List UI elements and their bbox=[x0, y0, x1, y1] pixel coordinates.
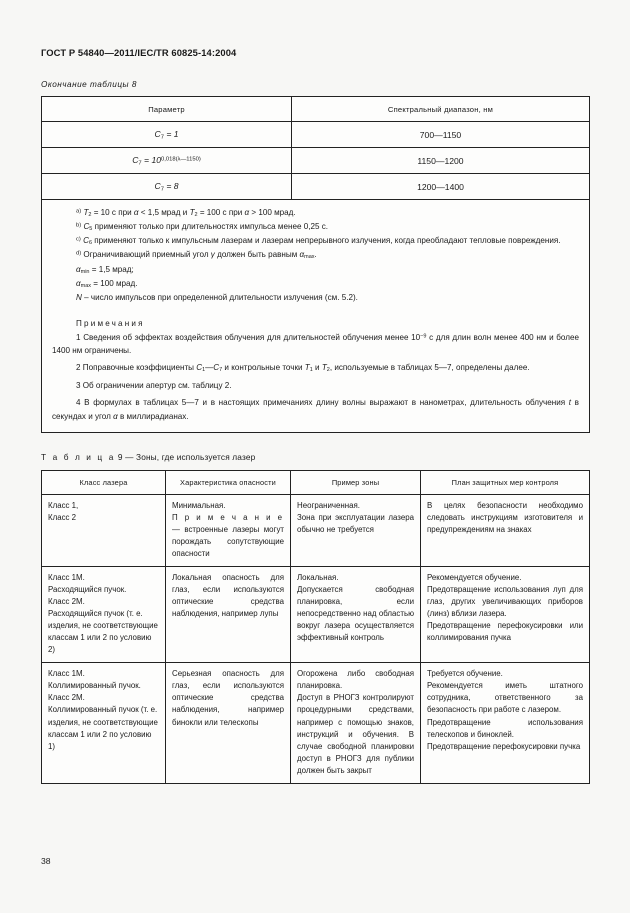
standard-header: ГОСТ Р 54840—2011/IEC/TR 60825-14:2004 bbox=[41, 47, 237, 58]
table8-cell-parameter: $C_7 = 8$ bbox=[42, 174, 292, 200]
table8-footnote-c: $^{c)}$ $C_6$ применяют только к импульсным лазерам и лазерам непрерывного излучения, когда преобладают тепловые повреждения. bbox=[76, 236, 561, 247]
table8-note-4: 4 В формулах в таблицах 5—7 и в настоящих примечаниях длину волны выражают в нанометрах, длительность облучения t в секундах и угол α в миллирадианах. bbox=[52, 398, 579, 421]
table9-header-hazard: Характеристика опасности bbox=[166, 471, 291, 495]
table-row bbox=[42, 97, 590, 122]
table8-header-spectral-range: Спектральный диапазон, нм bbox=[292, 97, 590, 122]
table-row bbox=[42, 471, 590, 495]
table9-cell-control-plan: В целях безопасности необходимо следовать инструкциям изготовителя и предупреждениям на знаках bbox=[421, 495, 590, 567]
table9-header-control-plan: План защитных мер контроля bbox=[421, 471, 590, 495]
table-row bbox=[42, 567, 590, 663]
table9-cell-laser-class: Класс 1, Класс 2 bbox=[42, 495, 166, 567]
table8-footnote-b: $^{b)}$ $C_5$ применяют только при длительностях импульса менее 0,25 с. bbox=[76, 222, 329, 233]
table8-notes-title: Примечания bbox=[76, 318, 145, 328]
table9-cell-zone-example: Локальная. Допускается свободная планировка, если непосредственно над областью вокруг лазера осуществляется эффективный контроль bbox=[291, 567, 421, 663]
table9-caption-number: 9 bbox=[117, 452, 123, 462]
table-9 bbox=[41, 470, 590, 784]
table-8-continued bbox=[41, 96, 590, 433]
table9-cell-laser-class: Класс 1М. Расходящийся пучок. Класс 2М. Расходящийся пучок (т. е. изделия, не соответствующие классам 1 или 2 по условию 2) bbox=[42, 567, 166, 663]
table8-header-parameter: Параметр bbox=[42, 97, 292, 122]
table9-cell-control-plan: Рекомендуется обучение. Предотвращение использования луп для глаз, других увеличивающих приборов (линз) вблизи лазера. Предотвращение перефокусировки или коллимирования пучка bbox=[421, 567, 590, 663]
table-row bbox=[42, 174, 590, 200]
table9-caption-text: — Зоны, где используется лазер bbox=[125, 452, 256, 462]
table8-note-1: 1 Сведения об эффектах воздействия облучения для длительностей облучения менее $10^{-9}$ с для длин волн менее 400 нм и более 1400 нм ограничены. bbox=[52, 332, 579, 356]
table8-cell-range: 700—1150 bbox=[292, 122, 590, 148]
table8-note-3: 3 Об ограничении апертур см. таблицу 2. bbox=[76, 381, 232, 391]
table8-footnote-a: $^{a)}$ $T_2 = 10$ с при α < 1,5 мрад и $T_2 = 100$ с при α > 100 мрад. bbox=[76, 208, 296, 219]
table8-continued-label: Окончание таблицы 8 bbox=[41, 80, 137, 89]
table8-n-definition: N – число импульсов при определенной длительности излучения (см. 5.2). bbox=[76, 292, 358, 302]
table9-header-zone-example: Пример зоны bbox=[291, 471, 421, 495]
table9-cell-laser-class: Класс 1М. Коллимированный пучок. Класс 2М. Коллимированный пучок (т. е. изделия, не соответствующие классам 1 или 2 по условию 1) bbox=[42, 663, 166, 783]
table-row bbox=[42, 663, 590, 783]
table8-alpha-min: $\alpha_{min} = 1,5$ мрад; bbox=[76, 264, 134, 275]
table8-alpha-max: $\alpha_{max} = 100$ мрад. bbox=[76, 278, 138, 289]
table9-cell-hazard: Серьезная опасность для глаз, если используются оптические средства наблюдения, например бинокли или телескопы bbox=[166, 663, 291, 783]
table8-note-2: 2 Поправочные коэффициенты $C_1—C_7$ и контрольные точки $T_1$ и $T_2$, используемые в таблицах 5—7, определены далее. bbox=[76, 363, 530, 374]
table8-cell-range: 1200—1400 bbox=[292, 174, 590, 200]
table9-cell-zone-example: Неограниченная. Зона при эксплуатации лазера обычно не требуется bbox=[291, 495, 421, 567]
table9-cell-control-plan: Требуется обучение. Рекомендуется иметь штатного сотрудника, ответственного за безопасность при работе с лазером. Предотвращение использования телескопов и биноклей. Предотвращение перефокусировки пучка bbox=[421, 663, 590, 783]
table-row bbox=[42, 200, 590, 433]
table9-cell-zone-example: Огорожена либо свободная планировка. Доступ в РНОГЗ контролируют процедурными средствами, например с помощью знаков, инструкций и обучения. В случае свободной планировки доступ в РНОГЗ для публики должен быть закрыт bbox=[291, 663, 421, 783]
table8-footnote-d: $^{d)}$ Ограничивающий приемный угол γ должен быть равным $\alpha_{max}$. bbox=[76, 250, 317, 261]
table9-cell-hazard: Минимальная. П р и м е ч а н и е — встроенные лазеры могут порождать сопутствующие опасности bbox=[166, 495, 291, 567]
table-row bbox=[42, 495, 590, 567]
table8-footnotes-and-notes bbox=[42, 200, 590, 433]
table9-cell-hazard: Локальная опасность для глаз, если используются оптические средства наблюдения, например лупы bbox=[166, 567, 291, 663]
table9-header-laser-class: Класс лазера bbox=[42, 471, 166, 495]
table9-caption-prefix: Т а б л и ц а bbox=[41, 452, 116, 462]
table-row bbox=[42, 122, 590, 148]
table8-cell-range: 1150—1200 bbox=[292, 148, 590, 174]
table-9-caption bbox=[41, 452, 255, 462]
table-row bbox=[42, 148, 590, 174]
page-number: 38 bbox=[41, 856, 51, 866]
table8-cell-parameter: $C_7 = 10^{0,018(\lambda—1150)}$ bbox=[42, 148, 292, 174]
table8-cell-parameter: $C_7 = 1$ bbox=[42, 122, 292, 148]
